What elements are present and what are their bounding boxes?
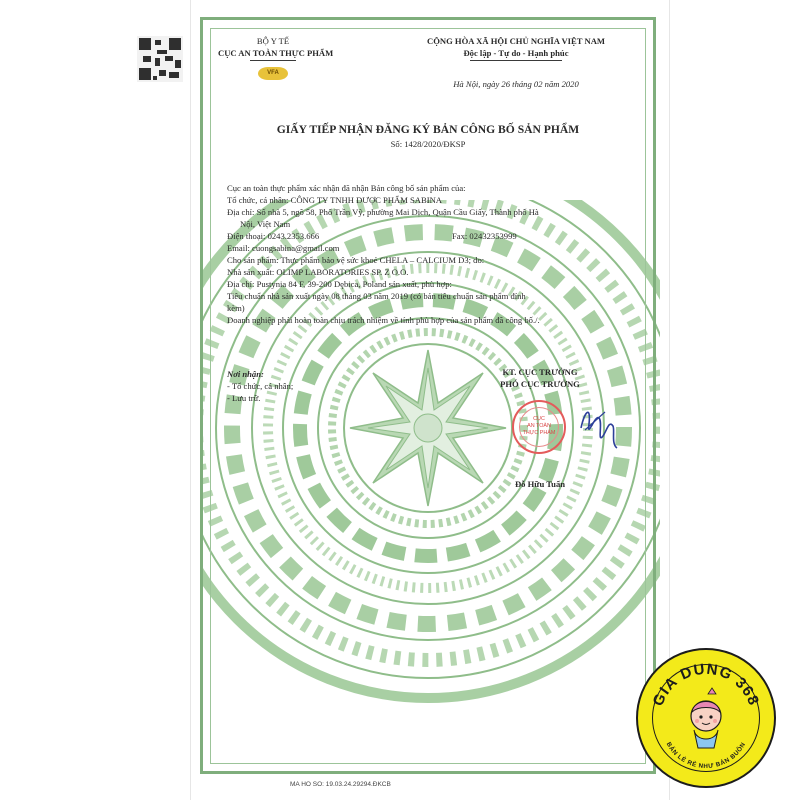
badge-text-ring (638, 650, 774, 786)
signer-name: Đỗ Hữu Tuấn (514, 479, 566, 489)
phone-line: Điện thoại: 0243.2353.666 (227, 231, 320, 241)
ministry-name: BỘ Y TẾ (256, 36, 290, 46)
department-name: CỤC AN TOÀN THỰC PHẨM (218, 48, 334, 58)
seal-text-3: THỰC PHẨM (522, 430, 556, 436)
seal-text-1: CỤC (533, 416, 545, 422)
header-rule-left (250, 60, 296, 61)
badge-mascot-icon (691, 688, 721, 748)
signature-title-1: KT. CỤC TRƯỞNG (502, 367, 578, 377)
manufacturer-line: Nhà sản xuất: OLIMP LABORATORIES SP. Z O.O. (227, 267, 409, 277)
handwritten-signature (575, 400, 621, 460)
badge-tagline-text: BÁN LẺ RẺ NHƯ BÁN BUÔN (664, 741, 748, 771)
document-number: Số: 1428/2020/ĐKSP (390, 139, 466, 149)
organization-line: Tổ chức, cá nhân: CÔNG TY TNHH DƯỢC PHẨM SABINA (227, 195, 443, 205)
address-line-1: Địa chỉ: Số nhà 5, ngõ 58, Phố Trần Vỹ, phường Mai Dịch, Quận Cầu Giấy, Thành phố Hà (227, 207, 539, 217)
national-motto: Độc lập - Tự do - Hạnh phúc (463, 48, 569, 58)
email-line: Email: cuongsabina@gmail.com (227, 243, 340, 253)
product-line: Cho sản phẩm: Thực phẩm bảo vệ sức khoẻ CHELA – CALCIUM D3; do: (227, 255, 485, 265)
manufacturer-address-line: Địa chỉ: Pustynia 84 F, 39-200 Dębica, Poland sản xuất, phù hợp: (227, 279, 452, 289)
official-seal (512, 400, 566, 454)
qr-code (137, 36, 183, 82)
dossier-code: MA HO SO: 19.03.24.29294.ĐKCB (290, 781, 391, 788)
badge-brand-text: GIA DUNG 368 (649, 660, 763, 709)
fax-line: Fax: 02432353999 (452, 231, 517, 241)
document-title: GIẤY TIẾP NHẬN ĐĂNG KÝ BẢN CÔNG BỐ SẢN PHẨM (276, 123, 580, 136)
standard-line-2: kèm) (227, 303, 245, 313)
brand-badge (636, 648, 776, 788)
place-date: Hà Nội, ngày 26 tháng 02 năm 2020 (453, 79, 579, 89)
recipient-item: - Tổ chức, cá nhân; (227, 381, 294, 391)
responsibility-line: Doanh nghiệp phải hoàn toàn chịu trách nhiệm về tính phù hợp của sản phẩm đã công bố./. (227, 315, 540, 325)
header-rule-right (470, 60, 562, 61)
address-line-2: Nội, Việt Nam (240, 219, 291, 229)
vfa-logo: VFA (258, 67, 288, 80)
intro-text: Cục an toàn thực phẩm xác nhận đã nhận Bản công bố sản phẩm của: (227, 183, 466, 193)
signature-title-2: PHÓ CỤC TRƯỞNG (500, 379, 580, 389)
standard-line-1: Tiêu chuẩn nhà sản xuất ngày 08 tháng 03 năm 2019 (có bản tiêu chuẩn sản phẩm đính (227, 291, 526, 301)
country-name: CỘNG HÒA XÃ HỘI CHỦ NGHĨA VIỆT NAM (426, 36, 606, 46)
recipient-item: - Lưu trữ. (227, 393, 261, 403)
recipients-heading: Nơi nhận: (227, 369, 264, 379)
seal-text-2: AN TOÀN (527, 423, 551, 429)
